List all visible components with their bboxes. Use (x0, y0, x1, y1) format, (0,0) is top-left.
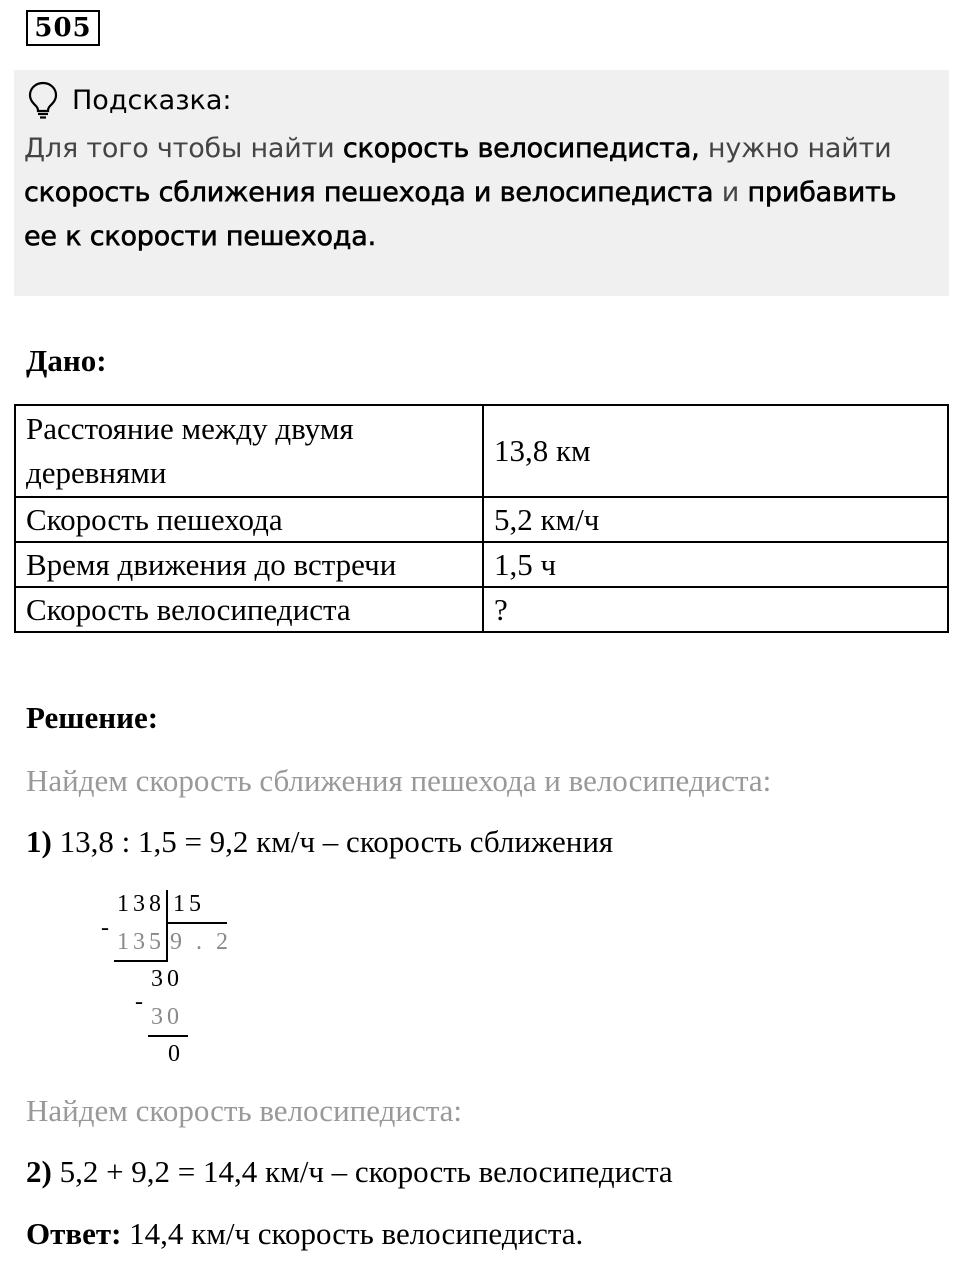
table-cell-value: 5,2 км/ч (483, 497, 948, 542)
hint-emphasis: скорость сближения пешехода и велосипедиста (24, 177, 714, 208)
table-cell-value: ? (483, 587, 948, 632)
subtraction-line-1 (114, 960, 166, 962)
step-2 (26, 1154, 673, 1190)
minus-sign: - (101, 915, 113, 941)
table-row (15, 542, 948, 587)
table-cell-label: Скорость велосипедиста (15, 587, 483, 632)
table-cell-label: Расстояние между двумя деревнями (15, 405, 483, 497)
hint-line-1 (24, 127, 939, 171)
solution-intro-2: Найдем скорость велосипедиста: (26, 1093, 463, 1128)
step-1 (26, 824, 613, 860)
step-number: 1) (26, 824, 52, 859)
answer (26, 1216, 583, 1252)
dividend: 138 (117, 891, 165, 917)
minus-sign: - (135, 989, 147, 1015)
divisor: 15 (173, 891, 205, 917)
given-heading: Дано: (26, 343, 107, 378)
hint-line-2 (24, 171, 939, 215)
subtraction-line-2 (148, 1035, 188, 1037)
division-bar (166, 890, 168, 962)
divisor-underline (167, 922, 227, 924)
subtrahend-2: 30 (151, 1004, 183, 1030)
step-number: 2) (26, 1154, 52, 1189)
hint-emphasis: скорость велосипедиста, (342, 133, 700, 164)
hint-title-text: Подсказка: (72, 84, 232, 116)
hint-line-3 (24, 215, 939, 259)
solution-heading: Решение: (26, 700, 159, 735)
hint-emphasis: ее к скорости пешехода. (24, 221, 377, 252)
table-cell-label: Время движения до встречи (15, 542, 483, 587)
answer-label: Ответ: (26, 1216, 122, 1251)
hint-title (28, 80, 232, 120)
table-row (15, 405, 948, 497)
hint-emphasis: прибавить (747, 177, 897, 208)
table-row (15, 497, 948, 542)
hint-text-part: и (713, 177, 748, 208)
solution-intro-1: Найдем скорость сближения пешехода и велосипедиста: (26, 763, 772, 798)
quotient: 9 . 2 (170, 929, 232, 955)
hint-text-part: Для того чтобы найти (24, 133, 343, 164)
given-table (14, 404, 949, 633)
remainder-1: 30 (151, 966, 183, 992)
problem-number: 505 (26, 10, 100, 46)
table-row (15, 587, 948, 632)
lightbulb-icon (28, 81, 58, 119)
table-cell-value: 13,8 км (483, 405, 948, 497)
remainder-2: 0 (168, 1041, 184, 1067)
answer-text: 14,4 км/ч скорость велосипедиста. (121, 1216, 584, 1251)
table-cell-value: 1,5 ч (483, 542, 948, 587)
hint-box (14, 70, 949, 296)
step-text: 13,8 : 1,5 = 9,2 км/ч – скорость сближения (51, 824, 614, 859)
hint-text (24, 127, 939, 259)
hint-text-part: нужно найти (699, 133, 892, 164)
table-cell-label: Скорость пешехода (15, 497, 483, 542)
step-text: 5,2 + 9,2 = 14,4 км/ч – скорость велосипедиста (51, 1154, 673, 1189)
subtrahend-1: 135 (117, 929, 165, 955)
